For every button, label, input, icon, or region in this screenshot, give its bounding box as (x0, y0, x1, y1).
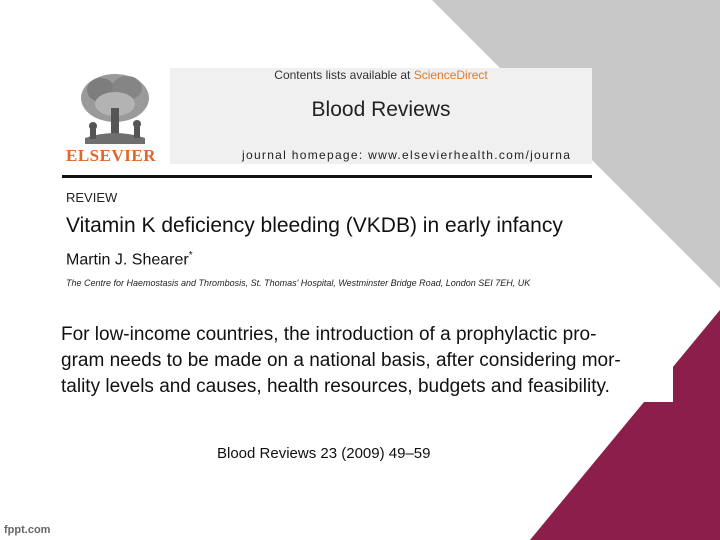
quote-line: tality levels and causes, health resources, budgets and feasibility. (61, 376, 610, 397)
sciencedirect-link[interactable]: ScienceDirect (413, 68, 488, 82)
watermark: fppt.com (4, 524, 51, 536)
journal-header (62, 68, 592, 164)
quote-block (47, 322, 673, 402)
article-title: Vitamin K deficiency bleeding (VKDB) in early infancy (66, 214, 563, 237)
publisher-name: ELSEVIER (66, 146, 156, 165)
article-header (62, 180, 592, 292)
quote-line: gram needs to be made on a national basis, after considering mor- (61, 350, 621, 371)
author-affiliation: The Centre for Haemostasis and Thrombosis, St. Thomas' Hospital, Westminster Bridge Road, London SEI 7EH, UK (66, 278, 531, 288)
journal-homepage[interactable]: journal homepage: www.elsevierhealth.com/journa (242, 148, 572, 162)
article-author (66, 250, 193, 269)
contents-prefix: Contents lists available at (274, 68, 414, 82)
author-mark: * (188, 250, 193, 261)
author-name: Martin J. Shearer (66, 251, 189, 269)
citation-block (207, 432, 452, 476)
publisher-logo (62, 68, 168, 164)
header-divider (62, 175, 592, 178)
elsevier-tree-logo-icon (65, 68, 165, 146)
contents-line (170, 68, 592, 82)
journal-info-panel (170, 68, 592, 164)
citation-text: Blood Reviews 23 (2009) 49–59 (217, 445, 431, 462)
journal-title: Blood Reviews (311, 98, 451, 121)
quote-line: For low-income countries, the introduction of a prophylactic pro- (61, 324, 597, 345)
article-type: REVIEW (66, 190, 118, 205)
quote-text (61, 322, 661, 400)
